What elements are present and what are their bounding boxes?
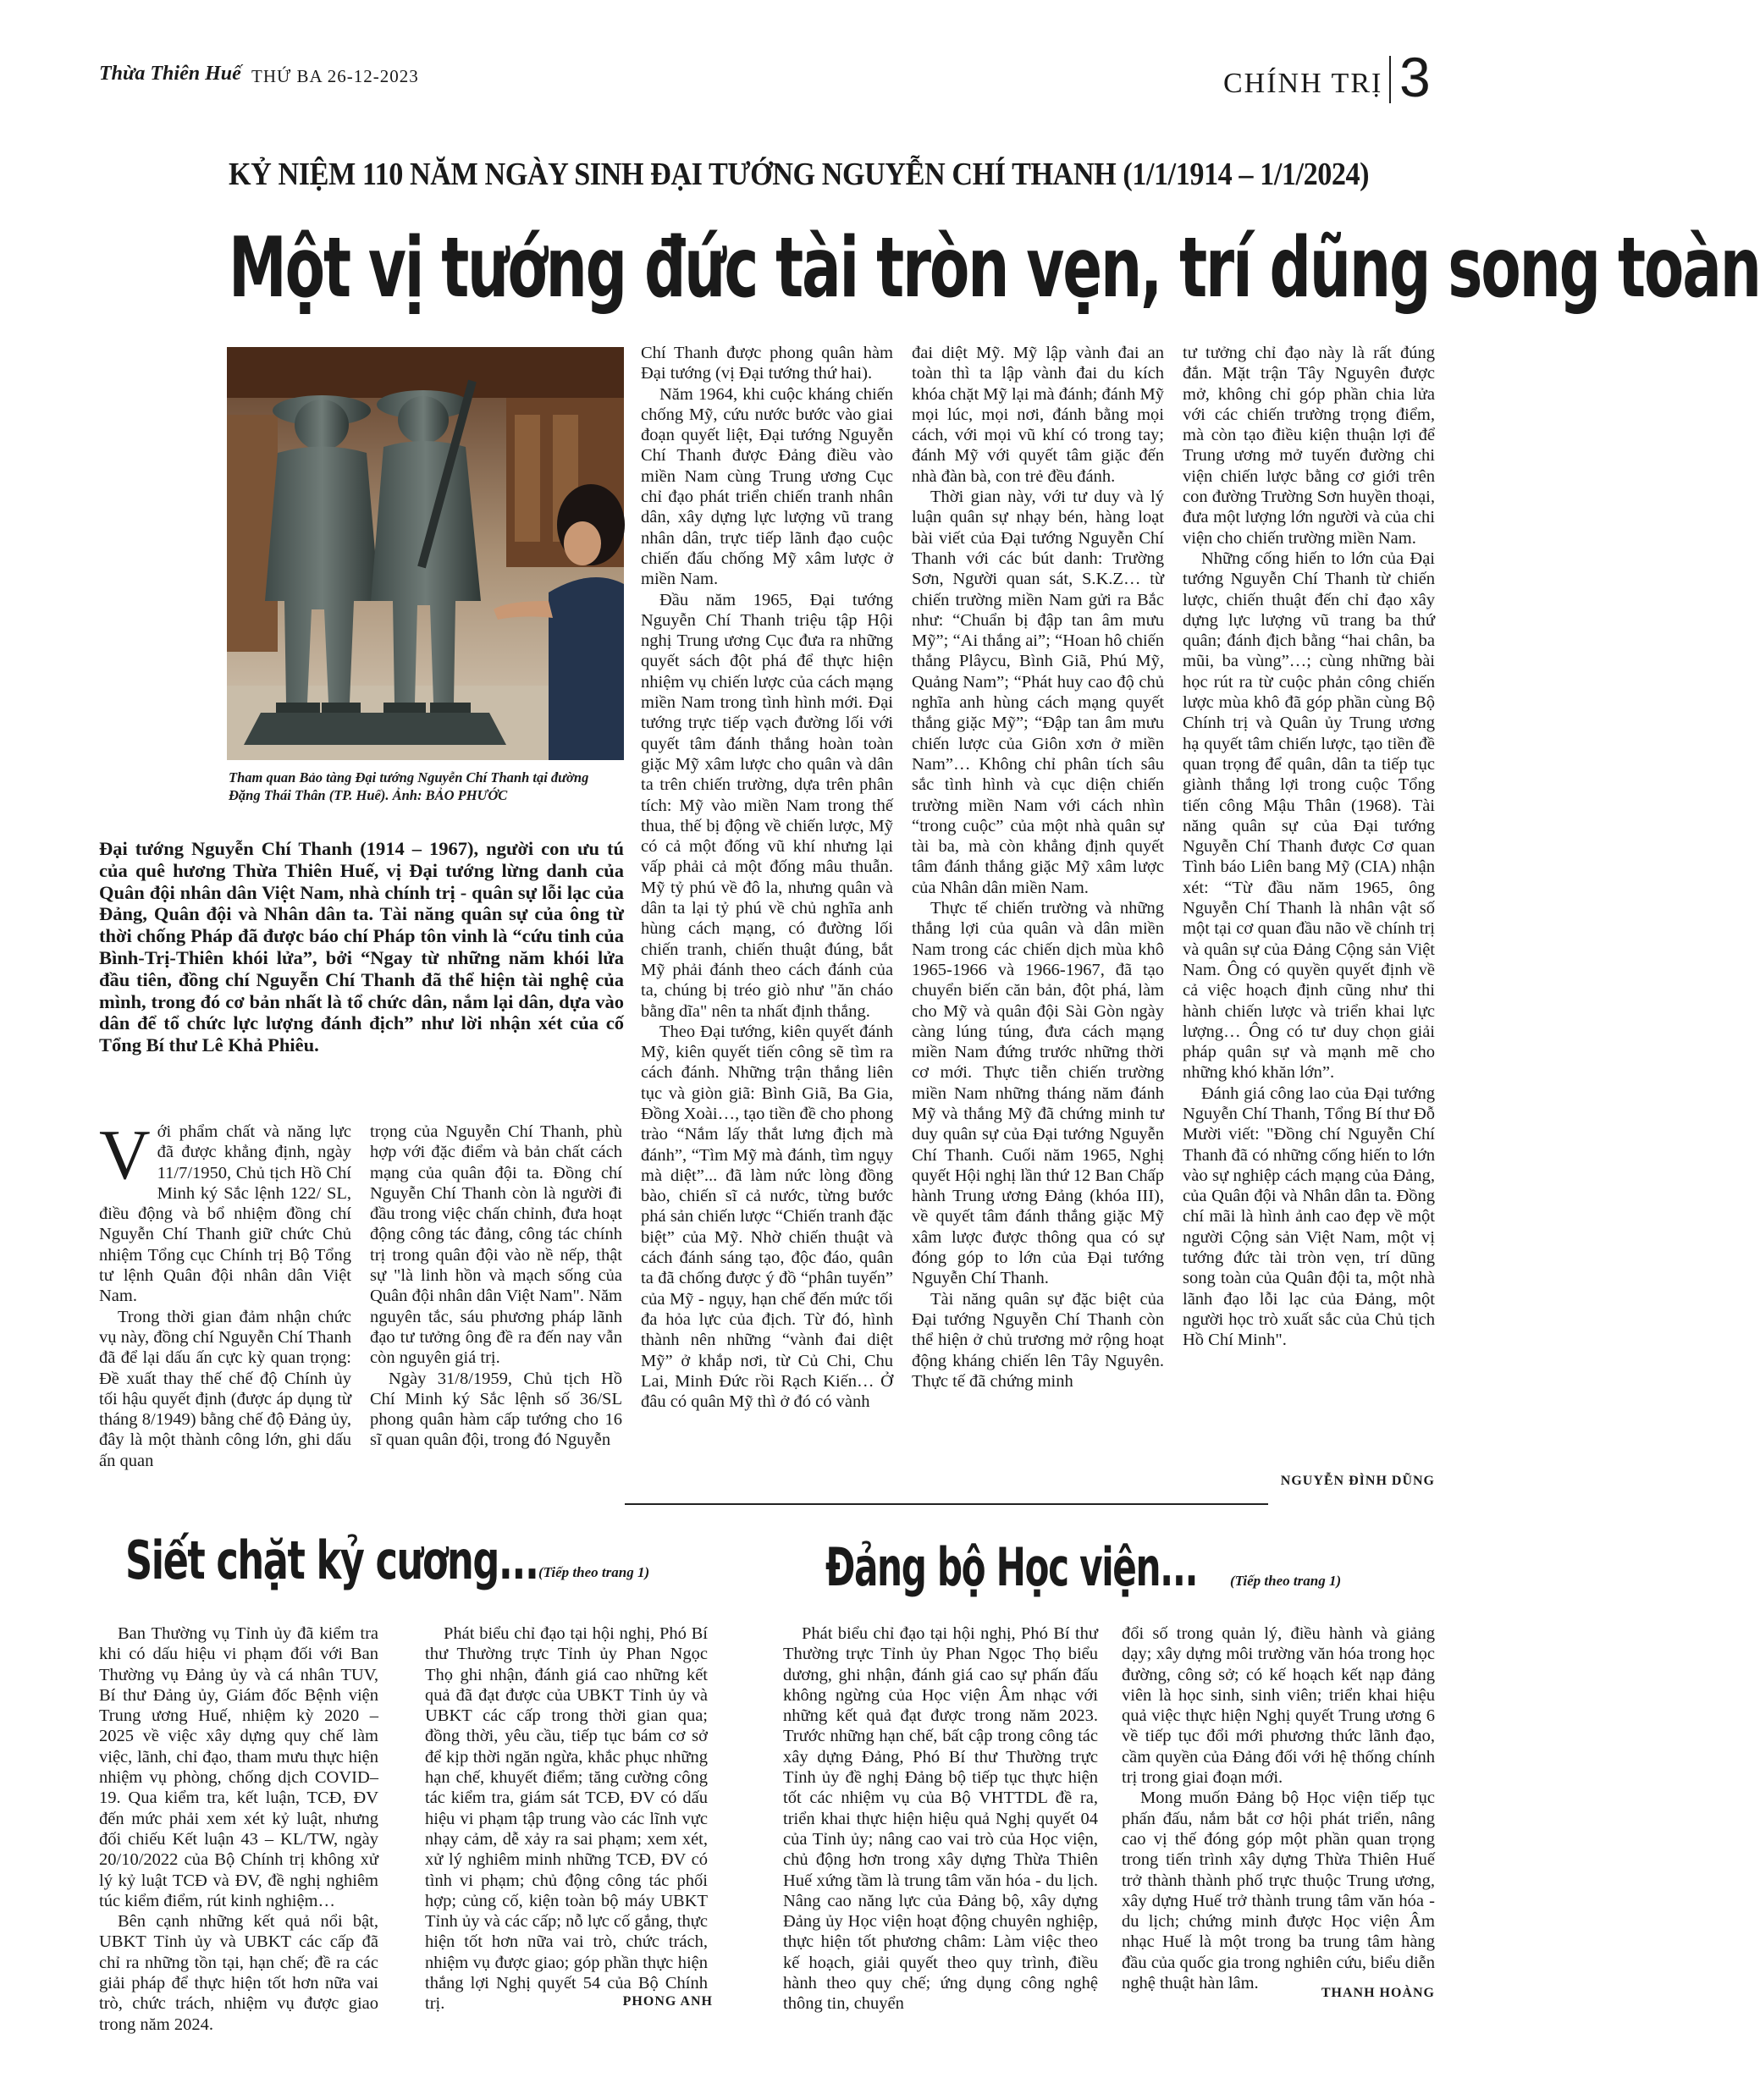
paragraph: Mong muốn Đảng bộ Học viện tiếp tục phấn đấu, nắm bắt cơ hội phát triển, nâng cao vị thế đóng góp một phần quan trọng trong tiến trình xây dựng Thừa Thiên Huế trở thành thành phố trực thuộc Trung ương, xây dựng Huế trở thành trung tâm văn hóa - du lịch; chứng minh được Học viện Âm nhạc Huế là một trong ba trung tâm hàng đầu của quốc gia trong nghiên cứu, biểu diễn nghệ thuật hàn lâm. [1122, 1789, 1435, 1993]
kicker: KỶ NIỆM 110 NĂM NGÀY SINH ĐẠI TƯỚNG NGUYỄN CHÍ THANH (1/1/1914 – 1/1/2024) [229, 157, 1370, 192]
paragraph: Năm 1964, khi cuộc kháng chiến chống Mỹ, cứu nước bước vào giai đoạn quyết liệt, Đại tướng Nguyễn Chí Thanh được Đảng điều vào miền Nam cùng Trung ương Cục chỉ đạo phát triển chiến tranh nhân dân, xây dựng lực lượng vũ trang nhân dân, trực tiếp lãnh đạo cuộc chiến đấu chống Mỹ xâm lược ở miền Nam. [641, 384, 893, 589]
paragraph: ới phẩm chất và năng lực đã được khẳng định, ngày 11/7/1950, Chủ tịch Hồ Chí Minh ký Sắc lệnh 122/ SL, điều động và bổ nhiệm đồng chí Nguyễn Chí Thanh giữ chức Chủ nhiệm Tổng cục Chính trị Bộ Tổng tư lệnh Quân đội nhân dân Việt Nam. [99, 1122, 351, 1306]
paragraph: đai diệt Mỹ. Mỹ lập vành đai an toàn thì ta lập vành đai du kích khóa chặt Mỹ lại mà đánh; đánh Mỹ mọi lúc, mọi nơi, đánh bằng mọi cách, với mọi vũ khí có trong tay; đánh Mỹ với quyết tâm giặc đến nhà đàn bà, con trẻ đều đánh. [912, 344, 1164, 486]
story3-byline: THANH HOÀNG [1321, 1986, 1435, 2000]
paragraph: trọng của Nguyễn Chí Thanh, phù hợp với đặc điểm và bản chất cách mạng của quân đội ta. Đồng chí Nguyễn Chí Thanh còn là người đi đầu trong việc chấn chỉnh, đưa hoạt động công tác đảng, công tác chính trị trong quân đội vào nề nếp, thật sự "là linh hồn và mạch sống của Quân đội nhân dân Việt Nam". Năm nguyên tắc, sáu phương pháp lãnh đạo tư tưởng ông đề ra đến nay vẫn còn nguyên giá trị. [370, 1122, 622, 1368]
paragraph: Tài năng quân sự đặc biệt của Đại tướng Nguyễn Chí Thanh còn thể hiện ở chủ trương mở rộng hoạt động kháng chiến lên Tây Nguyên. Thực tế đã chứng minh [912, 1289, 1164, 1391]
story2-column-1 [99, 1623, 378, 2035]
story2-column-2 [425, 1623, 708, 2015]
paragraph: Trong thời gian đảm nhận chức vụ này, đồng chí Nguyễn Chí Thanh đã để lại dấu ấn cực kỳ quan trọng: Đề xuất thay thế chế độ Chính ủy tối hậu quyết định (được áp dụng từ tháng 8/1949) bằng chế độ Đảng ủy, đây là một thành công lớn, ghi dấu ấn quan [99, 1307, 351, 1470]
page-number: 3 [1399, 46, 1431, 108]
feature-byline: NGUYỄN ĐÌNH DŨNG [1280, 1474, 1435, 1488]
story3-column-2 [1122, 1623, 1435, 1993]
section-divider [1389, 56, 1391, 103]
photo-caption: Tham quan Bảo tàng Đại tướng Nguyễn Chí Thanh tại đường Đặng Thái Thân (TP. Huế). Ảnh: BẢO PHƯỚC [229, 769, 589, 803]
masthead-date: THỨ BA 26-12-2023 [251, 66, 419, 86]
paragraph: tư tưởng chỉ đạo này là rất đúng đắn. Mặt trận Tây Nguyên được mở, không chỉ góp phần chia lửa với các chiến trường trọng điểm, mà còn tạo điều kiện thuận lợi để Trung ương mở tuyến đường chi viện chiến lược bằng cơ giới trên con đường Trường Sơn huyền thoại, đưa một lượng lớn người và của chi viện cho chiến trường miền Nam. [1183, 344, 1435, 548]
section-label: CHÍNH TRỊ [1223, 68, 1383, 99]
feature-column-2 [370, 1122, 622, 1451]
paragraph: Thời gian này, với tư duy và lý luận quân sự nhạy bén, hàng loạt bài viết của Đại tướng Nguyễn Chí Thanh với các bút danh: Trường Sơn, Người quan sát, S.K.Z… từ chiến trường miền Nam gửi ra Bắc như: “Chuẩn bị đập tan âm mưu Mỹ”; “Ai thắng ai”; “Hoan hô chiến thắng Plâycu, Bình Giã, Phú Mỹ, Quảng Nam”; “Phát huy cao độ chủ nghĩa anh hùng cách mạng quyết thắng giặc Mỹ”; “Đập tan âm mưu chiến lược của Giôn xơn ở miền Nam”… Không chỉ phân tích sâu sắc tình hình và cục diện chiến trường miền Nam với cách nhìn “trong cuộc” của một nhà quân sự tài ba, mà còn khẳng định quyết tâm đánh thắng giặc Mỹ xâm lược của Nhân dân miền Nam. [912, 488, 1164, 897]
story3-continued: (Tiếp theo trang 1) [1230, 1573, 1342, 1589]
feature-headline: Một vị tướng đức tài tròn vẹn, trí dũng song toàn [229, 220, 1760, 317]
paragraph: Bên cạnh những kết quả nổi bật, UBKT Tỉnh ủy và UBKT các cấp đã chỉ ra những tồn tại, hạn chế; đề ra các giải pháp để thực hiện tốt hơn nữa vai trò, chức trách, nhiệm vụ được giao trong năm 2024. [99, 1912, 378, 2034]
feature-sapo: Đại tướng Nguyễn Chí Thanh (1914 – 1967), người con ưu tú của quê hương Thừa Thiên Huế, vị Đại tướng lừng danh của Quân đội nhân dân Việt Nam, nhà chính trị - quân sự lỗi lạc của Đảng, Quân đội và Nhân dân ta. Tài năng quân sự của ông từ thời chống Pháp đã được báo chí Pháp tôn vinh là “cứu tinh của Bình-Trị-Thiên khói lửa”, bởi “Ngay từ những năm khói lửa đầu tiên, đồng chí Nguyễn Chí Thanh đã thể hiện tài nghệ của mình, trong đó cơ bản nhất là tổ chức dân, nắm lại dân, dựa vào dân để tổ chức lực lượng đánh địch” như lời nhận xét của cố Tổng Bí thư Lê Khả Phiêu. [99, 838, 624, 1056]
feature-column-4 [912, 343, 1164, 1392]
paragraph: Chí Thanh được phong quân hàm Đại tướng (vị Đại tướng thứ hai). [641, 344, 893, 383]
paragraph: đổi số trong quản lý, điều hành và giảng dạy; xây dựng môi trường văn hóa trong học đường, công sở; có kế hoạch kết nạp đảng viên là học sinh, sinh viên; triển khai hiệu quả việc thực hiện Nghị quyết Trung ương 6 về tiếp tục đổi mới phương thức lãnh đạo, cầm quyền của Đảng đối với hệ thống chính trị trong giai đoạn mới. [1122, 1624, 1435, 1788]
feature-column-3 [641, 343, 893, 1412]
dropcap-letter: V [99, 1116, 151, 1194]
feature-column-5 [1183, 343, 1435, 1351]
paragraph: Phát biểu chỉ đạo tại hội nghị, Phó Bí thư Thường trực Tỉnh ủy Phan Ngọc Thọ ghi nhận, đánh giá cao những kết quả đã đạt được của UBKT Tỉnh ủy và UBKT các cấp trong thời gian qua; đồng thời, yêu cầu, tiếp tục bám cơ sở để kịp thời ngăn ngừa, khắc phục những hạn chế, khuyết điểm; tăng cường công tác kiểm tra, giám sát TCĐ, ĐV có dấu hiệu vi phạm tập trung vào các lĩnh vực nhạy cảm, dễ xảy ra sai phạm; xem xét, xử lý nghiêm minh những TCĐ, ĐV có tình vi phạm; chủ động công tác phối hợp; củng cố, kiện toàn bộ máy UBKT Tỉnh ủy và các cấp; nỗ lực cố gắng, thực hiện tốt hơn nữa vai trò, chức trách, nhiệm vụ được giao; góp phần thực hiện thắng lợi Nghị quyết 54 của Bộ Chính trị. [425, 1624, 708, 2014]
story3-column-1 [783, 1623, 1098, 2015]
paragraph: Những cống hiến to lớn của Đại tướng Nguyễn Chí Thanh từ chiến lược, chiến thuật đến chỉ đạo xây dựng lực lượng vũ trang ba thứ quân; đánh địch bằng “hai chân, ba mũi, ba vùng”…; cùng những bài học rút ra từ cuộc phản công chiến lược mùa khô đã góp phần cùng Bộ Chính trị và Quân ủy Trung ương hạ quyết tâm chiến lược, tạo tiền đề quan trọng để quân, dân ta tiếp tục giành thắng lợi trong cuộc Tổng tiến công Mậu Thân (1968). Tài năng quân sự của Đại tướng Nguyễn Chí Thanh được Cơ quan Tình báo Liên bang Mỹ (CIA) nhận xét: “Từ đầu năm 1965, ông Nguyễn Chí Thanh là nhân vật số một tại cơ quan đầu não về chính trị và quân sự của Đảng Cộng sản Việt Nam. Ông có quyền quyết định về cả việc hoạch định cũng như thi hành chiến lược và triển khai lực lượng… Ông có tư duy chọn giải pháp quân sự và mạnh mẽ cho những khó khăn lớn”. [1183, 548, 1435, 1083]
story2-continued: (Tiếp theo trang 1) [538, 1564, 650, 1580]
section-rule [625, 1503, 1268, 1505]
story2-headline: Siết chặt kỷ cương... [125, 1530, 538, 1591]
paragraph: Ban Thường vụ Tỉnh ủy đã kiểm tra khi có dấu hiệu vi phạm đối với Ban Thường vụ Đảng ủy và cá nhân TUV, Bí thư Đảng ủy, Giám đốc Bệnh viện Trung ương Huế, nhiệm kỳ 2020 – 2025 về việc xây dựng quy chế làm việc, lãnh, chỉ đạo, tham mưu thực hiện nhiệm vụ phòng, chống dịch COVID–19. Qua kiểm tra, kết luận, TCĐ, ĐV đến mức phải xem xét kỷ luật, nhưng đối chiếu Kết luận 43 – KL/TW, ngày 20/10/2022 của Bộ Chính trị không xử lý kỷ luật TCĐ và ĐV, đề nghị nghiêm túc kiểm điểm, rút kinh nghiệm… [99, 1624, 378, 1910]
feature-column-1 [99, 1116, 351, 1471]
feature-photo [227, 347, 624, 760]
paragraph: Theo Đại tướng, kiên quyết đánh Mỹ, kiên quyết tiến công sẽ tìm ra cách đánh. Những trận thắng liên tục và giòn giã: Bình Giã, Ba Gia, Đồng Xoài…, tạo tiền đề cho phong trào “Nắm lấy thắt lưng địch mà đánh”, “Tìm Mỹ mà đánh, tìm ngụy mà diệt”... đã làm nức lòng đồng bào, chiến sĩ cả nước, từng bước phá sản chiến lược “Chiến tranh đặc biệt” của Mỹ. Nhờ chiến thuật và cách đánh sáng tạo, độc đáo, quân ta đã chống được ý đồ “phân tuyến” của Mỹ - ngụy, hạn chế đến mức tối đa hỏa lực của địch. Từ đó, hình thành nên những “vành đai diệt Mỹ” ở khắp nơi, từ Củ Chi, Chu Lai, Minh Đức rồi Rạch Kiến… Ở đâu có quân Mỹ thì ở đó có vành [641, 1022, 893, 1412]
paragraph: Đánh giá công lao của Đại tướng Nguyễn Chí Thanh, Tổng Bí thư Đỗ Mười viết: "Đồng chí Nguyễn Chí Thanh đã có những cống hiến to lớn vào sự nghiệp cách mạng của Đảng, của Quân đội và Nhân dân ta. Đồng chí mãi là hình ảnh cao đẹp về một người Cộng sản Việt Nam, một vị tướng đức tài tròn vẹn, trí dũng song toàn của Quân đội ta, một nhà lãnh đạo lỗi lạc của Đảng, một người học trò xuất sắc của Chủ tịch Hồ Chí Minh". [1183, 1083, 1435, 1350]
museum-statue-photo [227, 347, 624, 760]
paragraph: Thực tế chiến trường và những thắng lợi của quân và dân miền Nam trong các chiến dịch mùa khô 1965-1966 và 1966-1967, đã tạo chuyển biến căn bản, đột phá, làm cho Mỹ và quân đội Sài Gòn ngày càng lúng túng, đưa cách mạng miền Nam đứng trước những thời cơ mới. Thực tiễn chiến trường miền Nam những tháng năm đánh Mỹ và thắng Mỹ đã chứng minh tư duy quân sự của Đại tướng Nguyễn Chí Thanh. Cuối năm 1965, Nghị quyết Hội nghị lần thứ 12 Ban Chấp hành Trung ương Đảng (khóa III), về quyết tâm đánh thắng giặc Mỹ xâm lược được thông qua có sự đóng góp to lớn của Đại tướng Nguyễn Chí Thanh. [912, 899, 1164, 1288]
masthead-paper-name: Thừa Thiên Huế [99, 63, 241, 85]
paragraph: Ngày 31/8/1959, Chủ tịch Hồ Chí Minh ký Sắc lệnh số 36/SL phong quân hàm cấp tướng cho 16 sĩ quan quân đội, trong đó Nguyễn [370, 1369, 622, 1450]
story3-headline: Đảng bộ Học viện... [825, 1536, 1198, 1598]
paragraph: Phát biểu chỉ đạo tại hội nghị, Phó Bí thư Thường trực Tỉnh ủy Phan Ngọc Thọ biểu dương, ghi nhận, đánh giá cao sự phấn đấu không ngừng của Học viện Âm nhạc với những kết quả đạt được trong năm 2023. Trước những hạn chế, bất cập trong công tác xây dựng Đảng, Phó Bí thư Thường trực Tỉnh ủy đề nghị Đảng bộ tiếp tục thực hiện tốt các nhiệm vụ của Bộ VHTTDL đề ra, triển khai thực hiện hiệu quả Nghị quyết 04 của Tỉnh ủy; nâng cao vai trò của Học viện, chủ động hơn trong xây dựng Thừa Thiên Huế xứng tầm là trung tâm văn hóa - du lịch. Nâng cao năng lực của Đảng bộ, xây dựng Đảng ủy Học viện hoạt động chuyên nghiệp, thực hiện tốt phương châm: Làm việc theo kế hoạch, giải quyết theo quy trình, điều hành theo quy chế; ứng dụng công nghệ thông tin, chuyển [783, 1624, 1098, 2014]
story2-byline: PHONG ANH [622, 1994, 713, 2009]
paragraph: Đầu năm 1965, Đại tướng Nguyễn Chí Thanh triệu tập Hội nghị Trung ương Cục đưa ra những quyết sách đột phá để thực hiện nhiệm vụ chiến lược của cách mạng miền Nam trong tình hình mới. Đại tướng trực tiếp vạch đường lối với quyết tâm đánh thắng hoàn toàn giặc Mỹ xâm lược cho quân và dân ta trên chiến trường, dựa trên phân tích: Mỹ vào miền Nam trong thế thua, thế bị động về chiến lược, Mỹ có cả một đống vũ khí nhưng lại vấp phải cả một đống mâu thuẫn. Mỹ tỷ phú về đô la, nhưng quân và dân ta lại tỷ phú về chủ nghĩa anh hùng cách mạng, có đường lối chiến tranh, chiến thuật đúng, bắt Mỹ phải đánh theo cách đánh của ta, chúng bị tréo giò như "ăn cháo bằng dĩa" nên ta nhất định thắng. [641, 590, 893, 1021]
